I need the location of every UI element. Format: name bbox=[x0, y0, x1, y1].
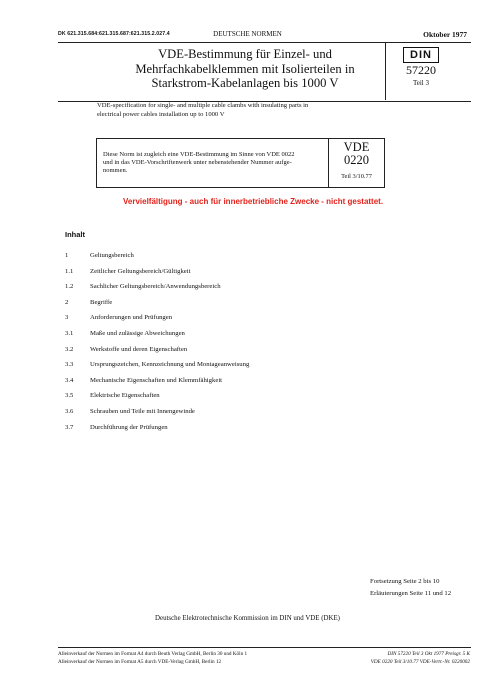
din-number: 57220 bbox=[406, 63, 436, 77]
contents-item-label: Werkstoffe und deren Eigenschaften bbox=[90, 345, 188, 353]
copy-warning: Vervielfältigung - auch für innerbetriebliche Zwecke - nicht gestattet. bbox=[123, 197, 384, 206]
vde-label: VDE bbox=[343, 140, 370, 154]
contents-item-label: Ursprungszeichen, Kennzeichnung und Montageanweisung bbox=[90, 361, 250, 369]
footer-sales-a4: Alleinverkauf der Normen im Format A4 durch Beuth Verlag GmbH, Berlin 30 und Köln 1 bbox=[58, 651, 248, 657]
vde-part: Teil 3/10.77 bbox=[341, 173, 372, 180]
din-part: Teil 3 bbox=[412, 79, 430, 87]
vde-notice-line-1: Diese Norm ist zugleich eine VDE-Bestimmung im Sinne von VDE 0022 bbox=[103, 151, 295, 158]
contents-item-label: Sachlicher Geltungsbereich/Anwendungsbereich bbox=[90, 283, 221, 291]
contents-item-number: 1.2 bbox=[65, 283, 74, 291]
din-logo: DIN bbox=[403, 47, 439, 63]
contents-item-label: Mechanische Eigenschaften und Klemmfähigkeit bbox=[90, 376, 223, 384]
contents-item-number: 1 bbox=[65, 252, 69, 259]
contents-item bbox=[65, 299, 465, 309]
document-title bbox=[100, 47, 390, 91]
contents-item-number: 3.5 bbox=[65, 392, 74, 400]
contents-item-label: Maße und zulässige Abweichungen bbox=[90, 330, 185, 337]
english-title-line-2: electrical power cables installation up to 1000 V bbox=[97, 111, 225, 118]
vde-number: 0220 bbox=[344, 153, 369, 167]
contents-item-number: 1.1 bbox=[65, 267, 74, 275]
contents-item bbox=[65, 424, 465, 434]
contents-item-number: 3.7 bbox=[65, 423, 74, 431]
publication-date: Oktober 1977 bbox=[423, 30, 467, 39]
contents-item-label: Geltungsbereich bbox=[90, 252, 134, 259]
contents-item-number: 3.2 bbox=[65, 345, 74, 353]
contents-item-number: 3.4 bbox=[65, 376, 74, 384]
footer-vde-reference: VDE 0220 Teil 3/10.77 VDE-Vertr.-Nr. 0220002 bbox=[370, 659, 470, 665]
contents-item-number: 3.1 bbox=[65, 330, 74, 337]
vde-notice-line-2: und in das VDE-Vorschriftenwerk unter nebenstehender Nummer aufge- bbox=[103, 159, 292, 167]
contents-item bbox=[65, 361, 465, 371]
contents-item-label: Schrauben und Teile mit Innengewinde bbox=[90, 408, 195, 415]
series-heading: DEUTSCHE NORMEN bbox=[213, 30, 282, 38]
vde-notice-line-3: nommen. bbox=[103, 167, 128, 175]
english-title-line-1: VDE-specification for single- and multiple cable clambs with insulating parts in bbox=[97, 102, 309, 109]
explanation-pages: Erläuterungen Seite 11 und 12 bbox=[370, 590, 452, 597]
title-line-2: Mehrfachkabelklemmen mit Isolierteilen in bbox=[135, 61, 355, 76]
contents-item bbox=[65, 314, 465, 324]
footer-sales-a5: Alleinverkauf der Normen im Format A5 durch VDE-Verlag GmbH, Berlin 12 bbox=[58, 659, 222, 665]
contents-heading: Inhalt bbox=[65, 230, 85, 239]
dk-classification-number: DK 621.315.684:621.315.687:621.315.2.027.4 bbox=[58, 31, 170, 37]
vde-notice-text bbox=[103, 151, 323, 176]
contents-item-label: Begriffe bbox=[90, 298, 113, 306]
contents-item bbox=[65, 392, 465, 402]
contents-item-number: 3 bbox=[65, 314, 69, 322]
contents-item bbox=[65, 408, 465, 418]
contents-item bbox=[65, 252, 465, 262]
contents-item-number: 3.6 bbox=[65, 408, 74, 415]
contents-item bbox=[65, 377, 465, 387]
contents-item bbox=[65, 283, 465, 293]
contents-item-number: 2 bbox=[65, 298, 69, 306]
contents-item-number: 3.3 bbox=[65, 361, 74, 369]
commission-name: Deutsche Elektrotechnische Kommission im DIN und VDE (DKE) bbox=[155, 615, 340, 622]
contents-item bbox=[65, 330, 465, 340]
contents-item-label: Zeitlicher Geltungsbereich/Gültigkeit bbox=[90, 267, 191, 275]
title-line-1: VDE-Bestimmung für Einzel- und bbox=[158, 47, 332, 61]
contents-item bbox=[65, 268, 465, 278]
contents-item bbox=[65, 346, 465, 356]
footer-divider bbox=[58, 647, 471, 648]
contents-item-label: Durchführung der Prüfungen bbox=[90, 423, 168, 431]
continuation-pages: Fortsetzung Seite 2 bis 10 bbox=[370, 578, 440, 585]
english-title bbox=[97, 101, 397, 119]
contents-item-label: Anforderungen und Prüfungen bbox=[90, 314, 173, 322]
contents-item-label: Elektrische Eigenschaften bbox=[90, 392, 160, 400]
footer-din-reference: DIN 57220 Teil 3 Okt 1977 Preisgr. 5 K bbox=[387, 651, 470, 657]
title-line-3: Starkstrom-Kabelanlagen bis 1000 V bbox=[151, 76, 339, 90]
